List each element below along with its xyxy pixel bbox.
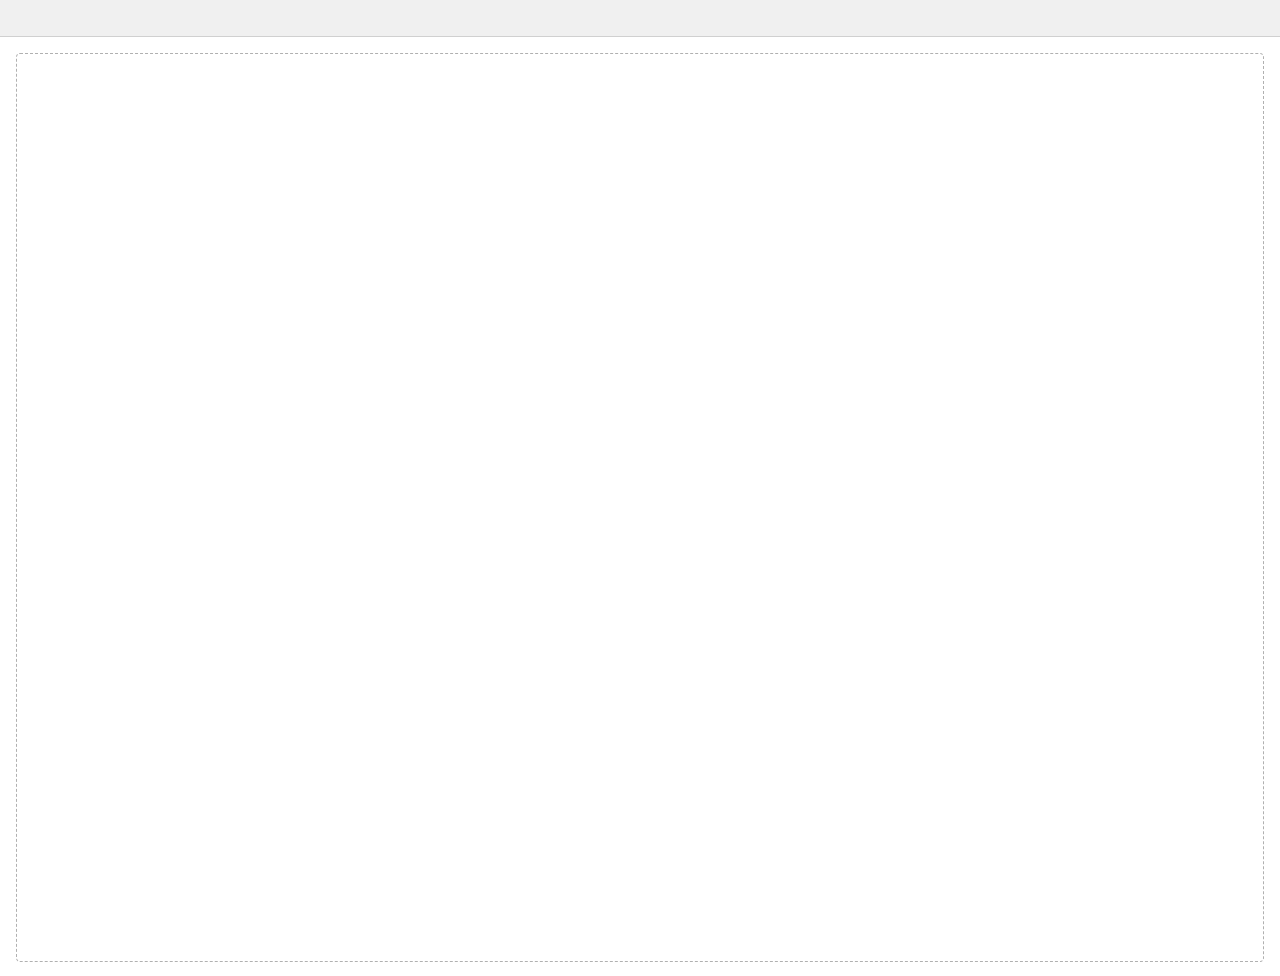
main-content [0,37,1280,976]
content-placeholder [16,53,1264,962]
title-bar [0,0,1280,37]
